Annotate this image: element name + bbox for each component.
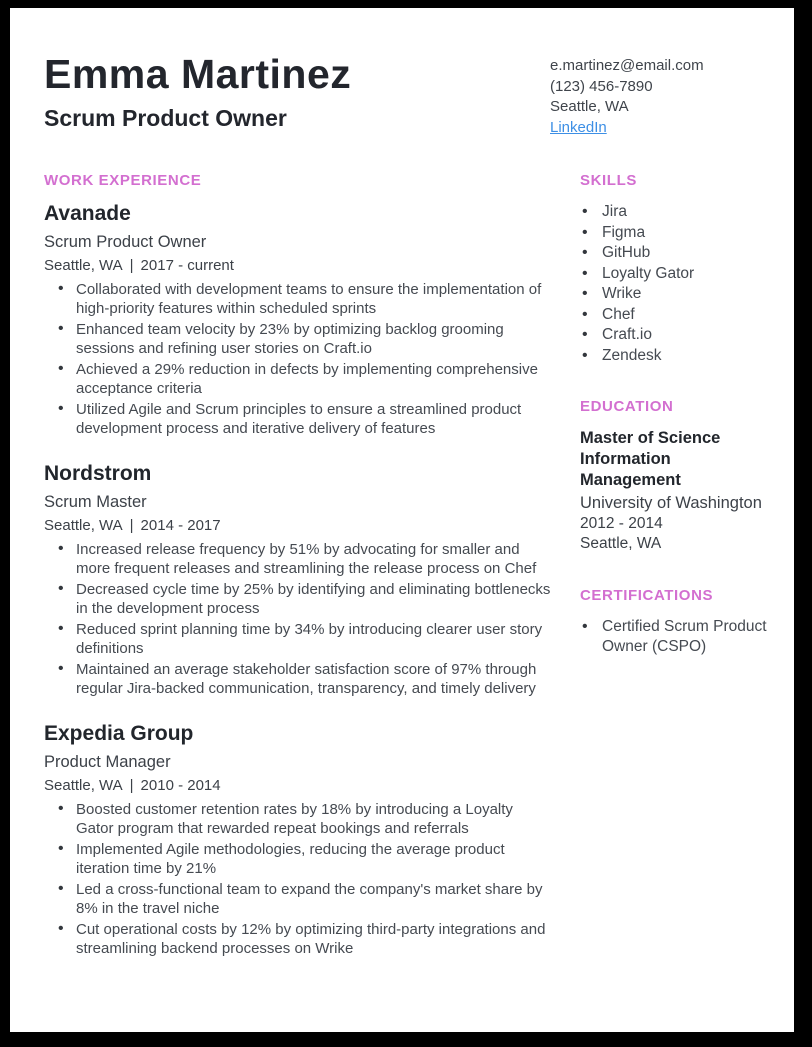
skill-item: • Zendesk <box>582 346 770 367</box>
contact-location: Seattle, WA <box>550 98 629 115</box>
bullet-item: • Boosted customer retention rates by 18% by introducing a Loyalty Gator program that rewarded repeat bookings and referrals <box>58 801 552 838</box>
work-experience-heading: WORK EXPERIENCE <box>44 172 202 189</box>
job-location: Seattle, WA <box>44 777 123 794</box>
certifications-heading: CERTIFICATIONS <box>580 586 714 604</box>
resume-columns <box>44 172 770 982</box>
job-dates: 2017 - current <box>140 257 234 274</box>
education-degree: Master of Science <box>580 429 721 447</box>
education-heading: EDUCATION <box>580 398 674 415</box>
bullet-item: • Decreased cycle time by 25% by identifying and eliminating bottlenecks in the development process <box>58 581 552 618</box>
job-meta <box>44 257 552 274</box>
job-role: Product Manager <box>44 753 171 771</box>
contact-block <box>550 52 770 138</box>
job-role: Scrum Master <box>44 493 147 511</box>
job-entry-expedia <box>44 722 552 958</box>
job-bullet-list <box>44 801 552 958</box>
bullet-item: • Maintained an average stakeholder satisfaction score of 97% through regular Jira-backed communication, transparency, and timely delivery <box>58 661 552 698</box>
education-dates: 2012 - 2014 <box>580 514 663 532</box>
skill-item: • Loyalty Gator <box>582 264 770 285</box>
candidate-title: Scrum Product Owner <box>44 105 287 132</box>
skill-item: • Chef <box>582 305 770 326</box>
job-role: Scrum Product Owner <box>44 233 207 251</box>
bullet-item: • Achieved a 29% reduction in defects by implementing comprehensive acceptance criteria <box>58 361 552 398</box>
job-entry-nordstrom <box>44 462 552 698</box>
linkedin-link[interactable]: LinkedIn <box>550 118 607 136</box>
bullet-item: • Led a cross-functional team to expand the company's market share by 8% in the travel niche <box>58 881 552 918</box>
meta-separator: | <box>129 517 134 534</box>
resume-header <box>44 52 770 138</box>
bullet-item: • Cut operational costs by 12% by optimizing third-party integrations and streamlining backend processes on Wrike <box>58 921 552 958</box>
education-section <box>580 398 770 555</box>
bullet-item: • Implemented Agile methodologies, reducing the average product iteration time by 21% <box>58 841 552 878</box>
skills-heading: SKILLS <box>580 172 637 189</box>
education-school: University of Washington <box>580 494 762 512</box>
job-meta <box>44 777 552 794</box>
education-field: Information Management <box>580 450 681 489</box>
bullet-item: • Reduced sprint planning time by 34% by introducing clearer user story definitions <box>58 621 552 658</box>
candidate-name: Emma Martinez <box>44 51 352 97</box>
skill-item: • Craft.io <box>582 325 770 346</box>
sidebar-column <box>580 172 770 982</box>
meta-separator: | <box>129 257 134 274</box>
education-location: Seattle, WA <box>580 535 662 552</box>
bullet-item: • Utilized Agile and Scrum principles to ensure a streamlined product development process and iterative delivery of features <box>58 401 552 438</box>
job-meta <box>44 517 552 534</box>
skills-section <box>580 172 770 366</box>
identity-block <box>44 52 351 132</box>
bullet-item: • Enhanced team velocity by 23% by optimizing backlog grooming sessions and refining user stories on Craft.io <box>58 321 552 358</box>
skills-list <box>580 202 770 366</box>
job-location: Seattle, WA <box>44 517 123 534</box>
meta-separator: | <box>129 777 134 794</box>
bullet-item: • Increased release frequency by 51% by advocating for smaller and more frequent releases and streamlining the release process on Chef <box>58 541 552 578</box>
contact-phone: (123) 456-7890 <box>550 77 653 95</box>
company-name: Avanade <box>44 202 131 225</box>
certification-item: • Certified Scrum Product Owner (CSPO) <box>582 617 770 658</box>
company-name: Nordstrom <box>44 462 152 485</box>
job-bullet-list <box>44 281 552 438</box>
skill-item: • Figma <box>582 223 770 244</box>
job-location: Seattle, WA <box>44 257 123 274</box>
company-name: Expedia Group <box>44 722 194 745</box>
certifications-list <box>580 617 770 658</box>
bullet-item: • Collaborated with development teams to ensure the implementation of high-priority features within scheduled sprints <box>58 281 552 318</box>
job-entry-avanade <box>44 202 552 438</box>
skill-item: • Jira <box>582 202 770 223</box>
job-bullet-list <box>44 541 552 698</box>
job-dates: 2014 - 2017 <box>140 517 221 534</box>
resume-page <box>10 8 794 1032</box>
contact-email: e.martinez@email.com <box>550 57 704 74</box>
work-experience-column <box>44 172 552 982</box>
skill-item: • GitHub <box>582 243 770 264</box>
skill-item: • Wrike <box>582 284 770 305</box>
job-dates: 2010 - 2014 <box>140 777 221 794</box>
certifications-section <box>580 587 770 658</box>
